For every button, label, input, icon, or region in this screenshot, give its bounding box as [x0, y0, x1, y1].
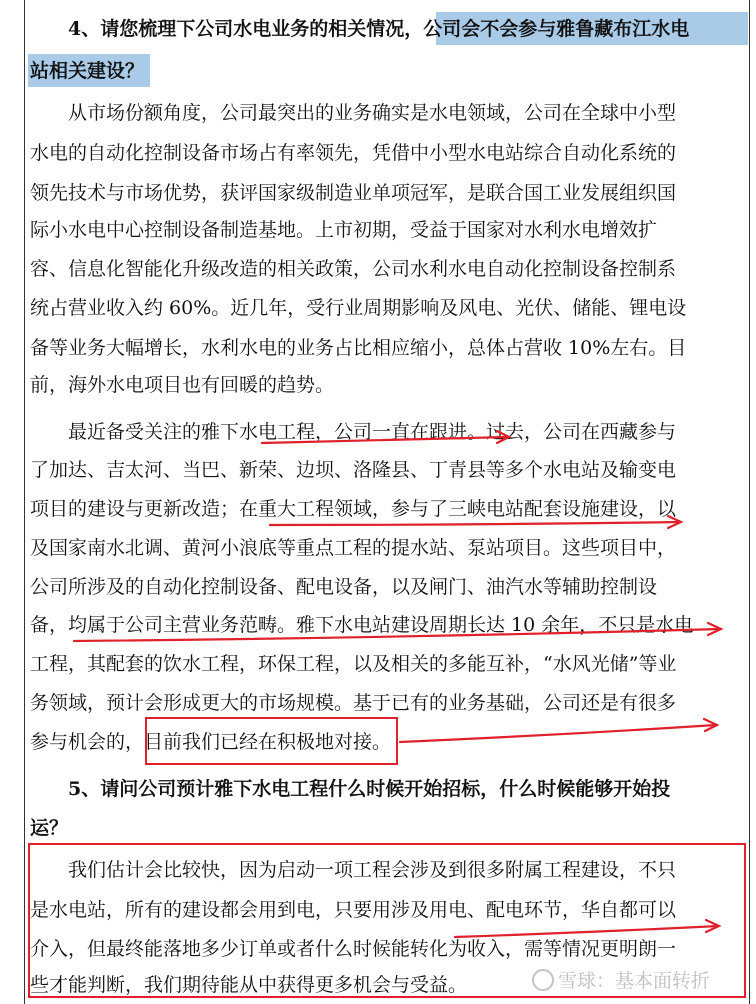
snowball-logo-icon — [532, 969, 554, 991]
answer-5-line: 是水电站，所有的建设都会用到电，只要用涉及用电、配电环节，华自都可以 — [30, 899, 677, 921]
answer-4-line: 备，均属于公司主营业务范畴。雅下水电站建设周期长达 10 余年，不只是水电 — [30, 614, 694, 636]
answer-4-line: 前，海外水电项目也有回暖的趋势。 — [30, 374, 335, 396]
right-margin-rule — [749, 0, 750, 1004]
watermark-text: 雪球：基本面转折 — [558, 970, 711, 992]
answer-4-line: 领先技术与市场优势，获评国家级制造业单项冠军，是联合国工业发展组织国 — [30, 182, 677, 204]
answer-4-line: 容、信息化智能化升级改造的相关政策，公司水利水电自动化控制设备控制系 — [30, 258, 677, 280]
answer-4-line: 统占营业收入约 60%。近几年，受行业周期影响及风电、光伏、储能、锂电设 — [30, 297, 687, 319]
answer-5-line: 介入，但最终能落地多少订单或者什么时候能转化为收入，需等情况更明朗一 — [30, 938, 677, 960]
question-5-line: 运？ — [30, 817, 69, 839]
question-5-line: 5、请问公司预计雅下水电工程什么时候开始招标，什么时候能够开始投 — [30, 778, 671, 800]
answer-4-line: 及国家南水北调、黄河小浪底等重点工程的提水站、泵站项目。这些项目中， — [30, 537, 677, 559]
answer-5-line: 些才能判断，我们期待能从中获得更多机会与受益。 — [30, 974, 468, 996]
underline-arrow — [270, 522, 680, 525]
answer-4-line: 工程，其配套的饮水工程，环保工程，以及相关的多能互补，“水风光储”等业 — [30, 653, 677, 675]
answer-4-line: 最近备受关注的雅下水电工程，公司一直在跟进。过去，公司在西藏参与 — [30, 421, 677, 443]
annotation-box — [145, 717, 398, 765]
underline-arrow — [400, 725, 716, 742]
answer-4-line: 参与机会的，目前我们已经在积极地对接。 — [30, 731, 392, 753]
watermark — [532, 966, 710, 993]
answer-4-line: 从市场份额角度，公司最突出的业务确实是水电领域，公司在全球中小型 — [30, 102, 677, 124]
arrow-head — [704, 719, 717, 731]
arrow-head — [708, 623, 721, 635]
question-4-line: 4、请您梳理下公司水电业务的相关情况，公司会不会参与雅鲁藏布江水电 — [30, 18, 690, 40]
answer-4-line: 项目的建设与更新改造；在重大工程领域，参与了三峡电站配套设施建设，以 — [30, 498, 677, 520]
answer-4-line: 水电的自动化控制设备市场占有率领先，凭借中小型水电站综合自动化系统的 — [30, 142, 677, 164]
answer-4-line: 了加达、吉太河、当巴、新荣、边坝、洛隆县、丁青县等多个水电站及输变电 — [30, 459, 677, 481]
question-4-line: 站相关建设？ — [30, 60, 145, 82]
left-margin-rule — [24, 0, 25, 1004]
answer-4-line: 公司所涉及的自动化控制设备、配电设备，以及闸门、油汽水等辅助控制设 — [30, 576, 658, 598]
answer-5-line: 我们估计会比较快，因为启动一项工程会涉及到很多附属工程建设，不只 — [30, 859, 677, 881]
answer-4-line: 际小水电中心控制设备制造基地。上市初期，受益于国家对水利水电增效扩 — [30, 219, 658, 241]
answer-4-line: 备等业务大幅增长，水利水电的业务占比相应缩小，总体占营收 10%左右。目 — [30, 337, 687, 359]
answer-4-line: 务领域，预计会形成更大的市场规模。基于已有的业务基础，公司还是有很多 — [30, 692, 677, 714]
